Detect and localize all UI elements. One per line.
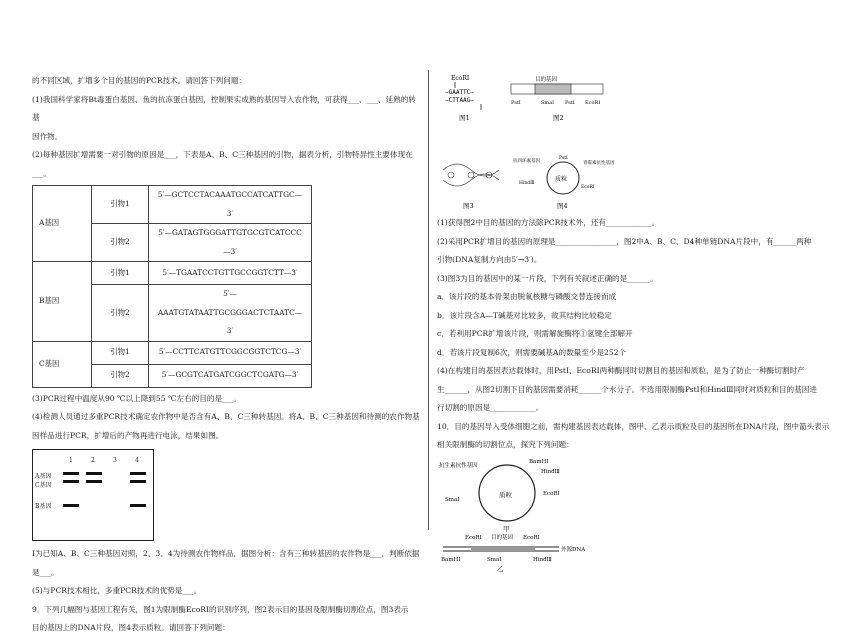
sequence-cell: 5′—CCTTCATGTTCGGCGGTCTCG—3′ (149, 341, 312, 364)
figure-3-4-image (437, 150, 637, 214)
gel-band (130, 504, 146, 507)
jia-plasmid-label: 质粒 (499, 490, 512, 499)
figures-jia-yi (437, 455, 832, 573)
gene-cell: C基因 (33, 341, 92, 387)
question-10: 10．目的基因导入受体细胞之前，需构建基因表达载体，图甲、乙表示质粒及目的基因所在DNA片段，图中箭头表示 (437, 421, 830, 431)
r-question-4: (4)在构建目的基因表达载体时，用PstⅠ、EcoRⅠ两种酶同时切割目的基因和质粒，是为了防止一种酶切割时产 (437, 366, 805, 375)
figure-jia-yi-image (437, 455, 637, 573)
sequence-cell: 5′—GCGTCATGATCGGCTCGATG—3′ (149, 364, 312, 387)
r-question-4-cont: 生______，从图2切割下目的基因需要消耗______个水分子。不选用限制酶PstⅠ和HindⅢ同时对质粒和目的基因进 (437, 384, 817, 394)
table-row (33, 262, 312, 285)
yi-dna-label: 外源DNA (561, 546, 586, 553)
electrophoresis-gel (32, 449, 154, 541)
yi-gene-label: 目的基因 (491, 534, 514, 541)
primer-cell: 引物2 (92, 224, 149, 262)
fig2-site: EcoRⅠ (585, 100, 601, 106)
lane-label: 4 (135, 457, 139, 464)
primer-cell: 引物1 (92, 262, 149, 285)
question-4-analysis-cont: 是___。 (32, 567, 59, 577)
fig4-plasmid-label: 质粒 (555, 176, 568, 183)
sequence-cell: 5′—GCTCCTACAAATGCCATCATTGC—3′ (149, 186, 312, 224)
column-divider (428, 70, 429, 530)
sequence-cell: 5′—TGAATCCTGTTGCCGGTCTT—3′ (149, 262, 312, 285)
gel-band (86, 480, 102, 483)
lane-label: 1 (69, 457, 73, 464)
table-row (33, 186, 312, 224)
right-column (437, 72, 832, 573)
jia-marker: 抗生素抗性基因 (439, 462, 478, 469)
intro-text: 的不同区域，扩增多个目的基因的PCR技术。请回答下列问题： (32, 76, 247, 85)
jia-caption: 甲 (503, 524, 510, 533)
fig4-site: HindⅢ (519, 181, 535, 186)
r-question-2: (2)采用PCR扩增目的基因的原理是________________，图2中A、B、C、D4种单链DNA片段中，有______两种 (437, 236, 812, 246)
band-label: C基因 (35, 482, 52, 489)
left-column (32, 72, 420, 638)
question-4: (4)检测人员通过多重PCR技术确定农作物中是否含有A、B、C三种转基因。将A、B、C三种基因和待测的农作物基 (32, 412, 420, 421)
r-question-1: (1)获得图2中目的基因的方法除PCR技术外，还有____________。 (437, 218, 660, 227)
fig3-caption: 图3 (463, 202, 474, 210)
fig2-site: PstⅠ (511, 100, 521, 106)
band-label: A基因 (35, 473, 52, 480)
primer-table (32, 185, 312, 388)
yi-site-top: EcoRⅠ (465, 534, 482, 541)
fig2-gene-label: 目的基因 (535, 77, 558, 83)
question-3: (3)PCR过程中温度从90 ℃以上降到55 ℃左右的目的是___。 (32, 393, 242, 403)
fig4-caption: 图4 (557, 202, 568, 210)
option-c: c．若利用PCR扩增该片段，则需解旋酶将①氢键全部解开 (437, 329, 633, 338)
r-question-2-cont: 引物(DNA复制方向由5′→3′)。 (437, 255, 542, 264)
figures-1-2 (437, 72, 832, 150)
question-9-cont: 目的基因上的DNA片段，图4表示质粒。请回答下列问题： (32, 623, 230, 632)
jia-site: HindⅢ (541, 468, 560, 475)
option-d: d．若该片段复制6次，则需要碱基A的数量至少是252个 (437, 347, 627, 357)
gene-cell: A基因 (33, 186, 92, 262)
fig4-marker1: 抗四环素基因 (513, 159, 540, 164)
fig1-caption: 图1 (459, 114, 470, 122)
band-label: B基因 (35, 503, 52, 510)
question-1: (1)我国科学家将Bt毒蛋白基因、鱼的抗冻蛋白基因，控制果实成熟的基因导入农作物，可获得___、___、延熟的转基 (32, 94, 416, 122)
fig1-top-strand: —GAATTC— (445, 89, 474, 96)
jia-site: BamHⅠ (529, 458, 549, 465)
lane-label: 3 (113, 457, 117, 464)
sequence-cell: 5′—GATAGTGGGATTGTGCGTCATCCC—3′ (149, 224, 312, 262)
question-4-analysis: Ⅰ为已知A、B、C三种基因对照，2、3、4为待测农作物样品，据图分析：含有三种转基因的农作物是___，判断依据 (32, 549, 420, 558)
question-2: (2)每种基因扩增需要一对引物的原因是___，下表是A、B、C三种基因的引物，据表分析，引物特异性主要体现在___。 (32, 150, 413, 178)
question-1-cont: 因作物。 (32, 131, 63, 141)
r-question-3: (3)图3为目的基因中的某一片段，下列有关叙述正确的是______。 (437, 273, 658, 283)
fig4-marker2: 青霉素抗性基因 (583, 161, 615, 166)
fig2-caption: 图2 (553, 114, 564, 122)
gel-band (130, 480, 146, 483)
fig2-site: SmaⅠ (541, 100, 555, 106)
question-10-cont: 相关限制酶的切割位点，探究下列问题： (437, 440, 574, 449)
fig1-bottom-strand: —CTTAAG— (445, 97, 474, 104)
jia-site: EcoRⅠ (543, 490, 560, 497)
gel-band (63, 504, 79, 507)
fig2-site: PstⅠ (565, 100, 575, 106)
question-5: (5)与PCR技术相比，多重PCR技术的优势是___。 (32, 586, 202, 595)
option-b: b．该片段含A—T碱基对比较多，故其结构比较稳定 (437, 310, 612, 320)
table-row (33, 341, 312, 364)
gel-band (63, 472, 79, 475)
jia-site: SmaⅠ (445, 496, 460, 503)
fig4-site: EcoRⅠ (581, 185, 595, 190)
fig4-site: PstⅠ (559, 156, 568, 161)
figure-1-image (437, 72, 637, 150)
yi-site-top: EcoRⅠ (523, 534, 540, 541)
primer-cell: 引物1 (92, 341, 149, 364)
primer-cell: 引物2 (92, 285, 149, 342)
r-question-4-cont2: 行切割的原因是____________。 (437, 403, 544, 412)
yi-site-bottom: SmaⅠ (487, 556, 502, 563)
primer-cell: 引物1 (92, 186, 149, 224)
yi-site-bottom: BamHⅠ (441, 556, 461, 563)
primer-cell: 引物2 (92, 364, 149, 387)
figures-3-4 (437, 150, 832, 214)
gel-band (130, 472, 146, 475)
yi-caption: 乙 (497, 564, 504, 573)
question-4-cont: 因样品进行PCR，扩增后的产物再进行电泳，结果如图。 (32, 430, 224, 440)
fig1-enzyme-label: EcoRⅠ (451, 75, 470, 82)
gene-cell: B基因 (33, 262, 92, 342)
lane-label: 2 (91, 457, 95, 464)
sequence-cell: 5′—AAATGTATAATTGCGGGACTCTAATC—3′ (149, 285, 312, 342)
yi-site-bottom: HindⅢ (533, 556, 552, 563)
option-a: a．该片段的基本骨架由脱氧核糖与磷酸交替连接而成 (437, 292, 617, 301)
question-9: 9．下列几幅图与基因工程有关，图1为限制酶EcoRⅠ的识别序列，图2表示目的基因及限制酶切割位点，图3表示 (32, 604, 409, 614)
gel-band (63, 480, 79, 483)
gel-band (86, 472, 102, 475)
